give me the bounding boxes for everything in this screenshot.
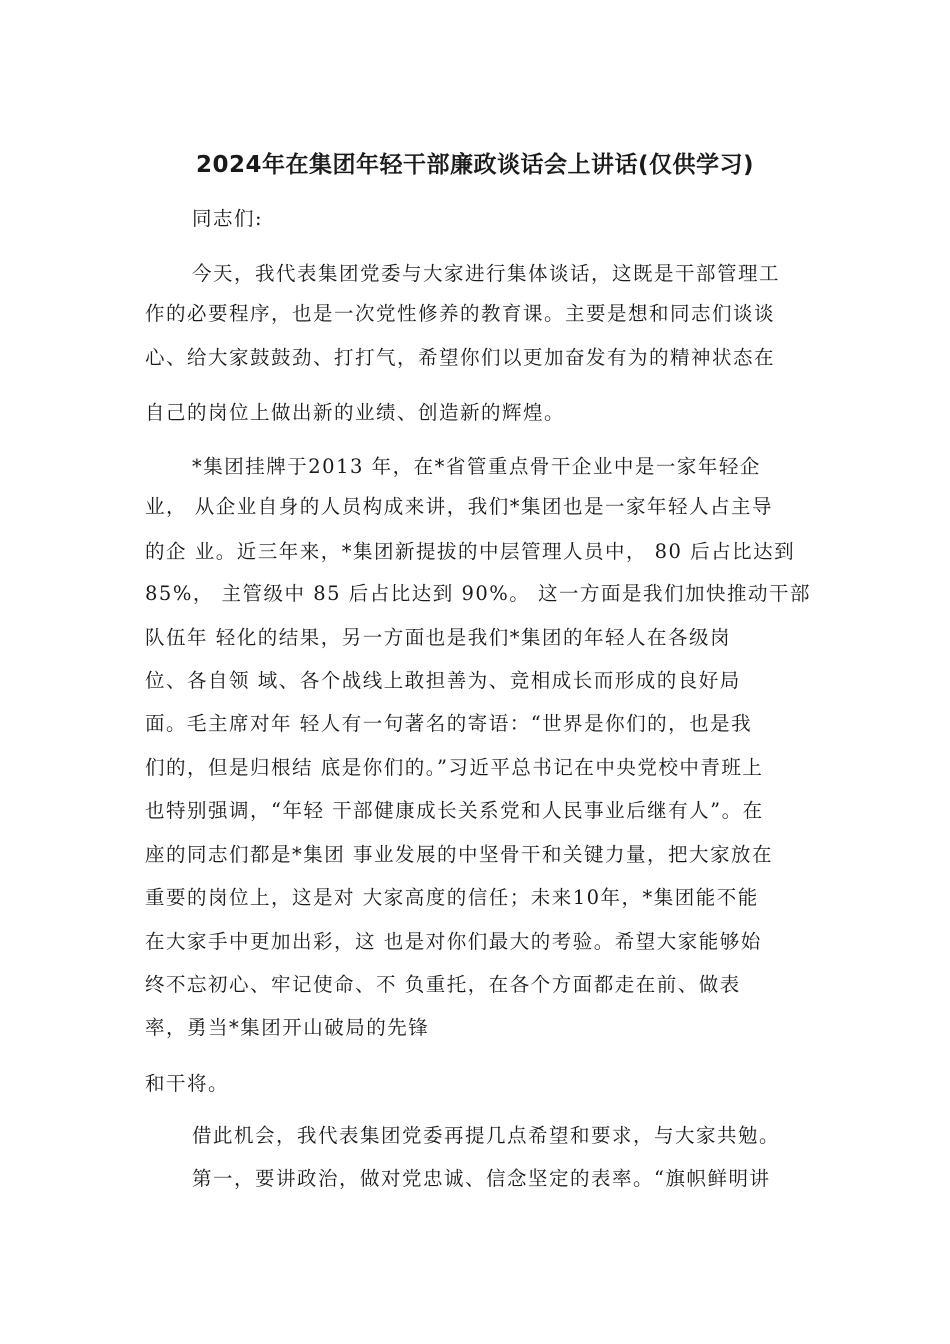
paragraph-line: 今天，我代表集团党委与大家进行集体谈话，这既是干部管理工 <box>192 262 781 285</box>
paragraph-line: 重要的岗位上，这是对 大家高度的信任；未来10年，*集团能不能 <box>145 886 759 909</box>
paragraph-line: 和干将。 <box>145 1072 230 1095</box>
document-title: 2024年在集团年轻干部廉政谈话会上讲话(仅供学习) <box>195 152 755 178</box>
paragraph-line: 座的同志们都是*集团 事业发展的中坚骨干和关键力量，把大家放在 <box>145 843 773 866</box>
paragraph-line: 85%， 主管级中 85 后占比达到 90%。 这一方面是我们加快推动干部 <box>145 582 811 605</box>
paragraph-line: 借此机会，我代表集团党委再提几点希望和要求，与大家共勉。 <box>192 1124 781 1147</box>
paragraph-line: 心、给大家鼓鼓劲、打打气，希望你们以更加奋发有为的精神状态在 <box>145 346 776 369</box>
salutation: 同志们: <box>192 207 264 230</box>
paragraph-line: 终不忘初心、牢记使命、不 负重托，在各个方面都走在前、做表 <box>145 973 741 996</box>
paragraph-line: 位、各自领 域、各个战线上敢担善为、竞相成长而形成的良好局 <box>145 669 741 692</box>
paragraph-line: 面。毛主席对年 轻人有一句著名的寄语：“世界是你们的，也是我 <box>145 712 753 735</box>
paragraph-line: 们的，但是归根结 底是你们的。”习近平总书记在中央党校中青班上 <box>145 756 764 779</box>
paragraph-line: 的企 业。近三年来，*集团新提拔的中层管理人员中， 80 后占比达到 <box>145 540 796 563</box>
paragraph-line: 在大家手中更加出彩，这 也是对你们最大的考验。希望大家能够始 <box>145 930 762 953</box>
paragraph-line: 队伍年 轻化的结果，另一方面也是我们*集团的年轻人在各级岗 <box>145 626 731 649</box>
paragraph-line: 也特别强调，“年轻 干部健康成长关系党和人民事业后继有人”。在 <box>145 799 764 822</box>
paragraph-line: 业， 从企业自身的人员构成来讲，我们*集团也是一家年轻人占主导 <box>145 495 773 518</box>
paragraph-line: 自己的岗位上做出新的业绩、创造新的辉煌。 <box>145 401 566 424</box>
paragraph-line: 第一，要讲政治，做对党忠诚、信念坚定的表率。“旗帜鲜明讲 <box>192 1167 771 1190</box>
paragraph-line: *集团挂牌于2013 年，在*省管重点骨干企业中是一家年轻企 <box>192 455 761 478</box>
paragraph-line: 作的必要程序，也是一次党性修养的教育课。主要是想和同志们谈谈 <box>145 302 776 325</box>
paragraph-line: 率，勇当*集团开山破局的先锋 <box>145 1016 430 1039</box>
